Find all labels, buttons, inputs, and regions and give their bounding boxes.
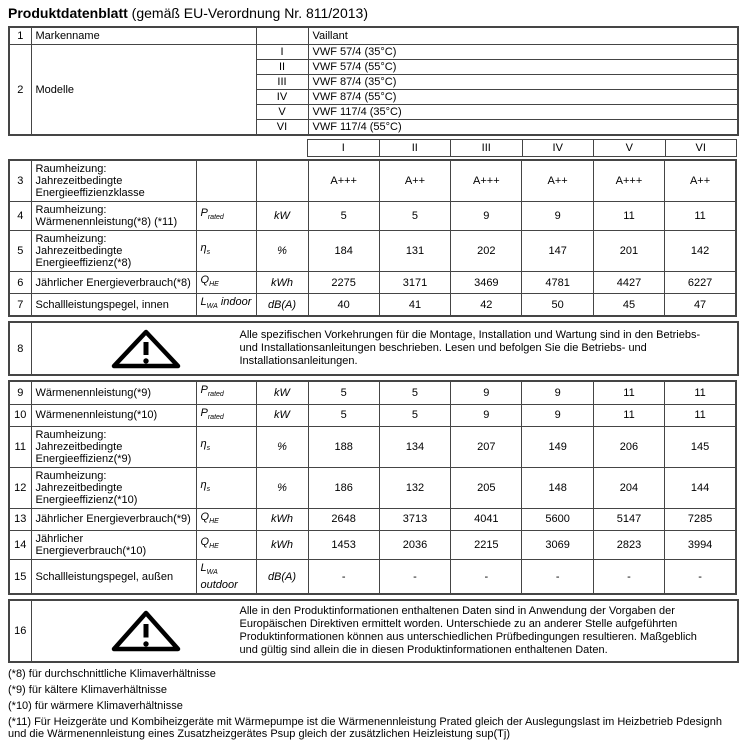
row-value: - <box>522 559 593 594</box>
row-number: 1 <box>9 27 31 45</box>
row-value: - <box>379 559 450 594</box>
row-label: Raumheizung: Jahrezeitbedingte Energieeffizienz(*8) <box>31 231 196 272</box>
table-row <box>9 160 736 202</box>
footnotes <box>8 668 737 740</box>
row-value: 205 <box>451 467 522 508</box>
row-value: 5600 <box>522 508 593 530</box>
row-number: 11 <box>9 426 31 467</box>
row-value: 134 <box>379 426 450 467</box>
row-value: 45 <box>593 294 664 317</box>
row-value: 6227 <box>665 272 736 294</box>
symbol-text: $P_{rated}$ <box>200 384 224 399</box>
row-value: A++ <box>665 160 736 202</box>
brand-value: Vaillant <box>308 27 738 45</box>
row-label: Schallleistungspegel, außen <box>31 559 196 594</box>
row-label: Schallleistungspegel, innen <box>31 294 196 317</box>
row-label: Raumheizung: Jahrezeitbedingte Energieeffizienzklasse <box>31 160 196 202</box>
row-value: 142 <box>665 231 736 272</box>
row-value: 147 <box>522 231 593 272</box>
row-value: 11 <box>593 381 664 404</box>
table-row <box>9 294 736 317</box>
row-value: 9 <box>522 202 593 231</box>
model-name: VWF 87/4 (35°C) <box>308 75 738 90</box>
model-name: VWF 57/4 (55°C) <box>308 60 738 75</box>
symbol-text: $P_{rated}$ <box>200 406 224 421</box>
column-header: I <box>308 140 380 157</box>
row-value: 9 <box>522 404 593 426</box>
row-value: 201 <box>593 231 664 272</box>
model-index: III <box>256 75 308 90</box>
row-value: 148 <box>522 467 593 508</box>
row-value: 11 <box>593 404 664 426</box>
row-number: 2 <box>9 45 31 136</box>
row-value: 2823 <box>593 530 664 559</box>
row-value: A+++ <box>451 160 522 202</box>
table-row <box>9 530 736 559</box>
column-header: III <box>451 140 523 157</box>
footnote: (*11) Für Heizgeräte und Kombiheizgeräte mit Wärmepumpe ist die Wärmenennleistung Prated gleich der Auslegungslast im Heizbetrieb Pdesignh und die Wärmenennleistung eines Zusatzheizgerätes Psup gleich der zusätzlichen Heizleistung sup(Tj) <box>8 716 722 740</box>
symbol-text: $Q_{HE}$ <box>200 510 219 525</box>
row-value: 5147 <box>593 508 664 530</box>
row-value: 47 <box>665 294 736 317</box>
space-heating-table <box>8 159 737 317</box>
row-symbol <box>196 202 256 231</box>
symbol-text: $\eta_s$ <box>200 242 211 257</box>
table-row <box>9 508 736 530</box>
row-value: 50 <box>522 294 593 317</box>
row-unit: dB(A) <box>256 559 308 594</box>
warning-8-text: Alle spezifischen Vorkehrungen für die Montage, Installation und Wartung sind in den Betriebs- und Installationsanleitungen beschrieben. Lesen und befolgen Sie die Betriebs- und Installationsanleitungen. <box>239 329 701 368</box>
row-value: 132 <box>379 467 450 508</box>
brand-models-table <box>8 26 739 136</box>
column-header: II <box>379 140 451 157</box>
row-unit: % <box>256 467 308 508</box>
models-label: Modelle <box>31 45 256 136</box>
model-index: VI <box>256 120 308 136</box>
symbol-text: $\eta_s$ <box>200 479 211 494</box>
row-value: 11 <box>593 202 664 231</box>
row-symbol <box>196 508 256 530</box>
column-header: VI <box>665 140 737 157</box>
row-unit: kWh <box>256 530 308 559</box>
row-label: Wärmenennleistung(*9) <box>31 381 196 404</box>
symbol-text: $Q_{HE}$ <box>200 536 219 551</box>
footnote: (*9) für kältere Klimaverhältnisse <box>8 684 167 697</box>
row-label: Wärmenennleistung(*10) <box>31 404 196 426</box>
model-name: VWF 117/4 (35°C) <box>308 105 738 120</box>
symbol-text: $L_{WA}$ outdoor <box>200 561 238 592</box>
model-row <box>9 45 738 60</box>
model-name: VWF 87/4 (55°C) <box>308 90 738 105</box>
row-symbol <box>196 160 256 202</box>
warning-row-16 <box>8 599 739 663</box>
table-row <box>9 202 736 231</box>
table-row <box>9 426 736 467</box>
row-value: A++ <box>522 160 593 202</box>
row-symbol <box>196 272 256 294</box>
row-symbol <box>196 467 256 508</box>
column-header-strip <box>307 139 737 157</box>
row-symbol <box>196 404 256 426</box>
row-number: 16 <box>9 600 31 662</box>
row-value: 144 <box>665 467 736 508</box>
row-unit <box>256 160 308 202</box>
symbol-text: $\eta_s$ <box>200 438 211 453</box>
row-value: 11 <box>665 202 736 231</box>
row-value: 149 <box>522 426 593 467</box>
row-value: 206 <box>593 426 664 467</box>
row-symbol <box>196 559 256 594</box>
row-value: 207 <box>451 426 522 467</box>
column-header: V <box>594 140 666 157</box>
row-value: A+++ <box>593 160 664 202</box>
footnote: (*8) für durchschnittliche Klimaverhältnisse <box>8 668 216 681</box>
row-value: 3171 <box>379 272 450 294</box>
row-value: 131 <box>379 231 450 272</box>
climate-conditions-table <box>8 380 737 595</box>
table-row <box>9 467 736 508</box>
table-row <box>9 272 736 294</box>
row-symbol <box>196 231 256 272</box>
row-value: 1453 <box>308 530 379 559</box>
row-value: 186 <box>308 467 379 508</box>
row-value: 204 <box>593 467 664 508</box>
row-number: 3 <box>9 160 31 202</box>
row-unit: kWh <box>256 508 308 530</box>
brand-label: Markenname <box>31 27 256 45</box>
row-value: A++ <box>379 160 450 202</box>
row-value: 5 <box>308 381 379 404</box>
row-value: 42 <box>451 294 522 317</box>
table-row <box>9 381 736 404</box>
brand-index-cell <box>256 27 308 45</box>
model-index: V <box>256 105 308 120</box>
row-value: 9 <box>451 404 522 426</box>
row-value: - <box>308 559 379 594</box>
row-value: 4781 <box>522 272 593 294</box>
row-value: 2215 <box>451 530 522 559</box>
row-symbol <box>196 381 256 404</box>
row-value: 9 <box>522 381 593 404</box>
table-row <box>9 404 736 426</box>
model-index: IV <box>256 90 308 105</box>
model-index: I <box>256 45 308 60</box>
symbol-text: $L_{WA}$ indoor <box>200 296 252 311</box>
warning-16-text: Alle in den Produktinformationen enthaltenen Daten sind in Anwendung der Vorgaben der Europäischen Direktiven ermittelt worden. Unterschiede zu an anderer Stelle aufgeführten Produktinformationen können aus unterschiedlichen Prüfbedingungen resultieren. Maßgeblich und gültig sind allein die in diesen Produktinformationen enthaltenen Daten. <box>239 605 697 657</box>
row-value: 184 <box>308 231 379 272</box>
row-value: 3713 <box>379 508 450 530</box>
row-symbol <box>196 426 256 467</box>
row-value: 5 <box>379 381 450 404</box>
row-value: - <box>451 559 522 594</box>
table-row <box>9 231 736 272</box>
row-symbol <box>196 530 256 559</box>
row-value: 9 <box>451 381 522 404</box>
row-label: Raumheizung: Wärmenennleistung(*8) (*11) <box>31 202 196 231</box>
row-label: Raumheizung: Jahrezeitbedingte Energieeffizienz(*10) <box>31 467 196 508</box>
title-main: Produktdatenblatt <box>8 5 128 21</box>
row-value: 5 <box>308 404 379 426</box>
row-value: 3994 <box>665 530 736 559</box>
row-label: Jährlicher Energieverbrauch(*8) <box>31 272 196 294</box>
row-number: 14 <box>9 530 31 559</box>
row-value: 3069 <box>522 530 593 559</box>
warning-triangle-icon <box>110 610 182 652</box>
row-unit: dB(A) <box>256 294 308 317</box>
model-name: VWF 57/4 (35°C) <box>308 45 738 60</box>
warning-16-cell <box>31 600 738 662</box>
title-regulation: (gemäß EU-Verordnung Nr. 811/2013) <box>127 5 368 21</box>
row-value: 145 <box>665 426 736 467</box>
row-value: 3469 <box>451 272 522 294</box>
row-number: 6 <box>9 272 31 294</box>
row-value: 40 <box>308 294 379 317</box>
row-unit: % <box>256 231 308 272</box>
table-row <box>9 559 736 594</box>
row-value: 11 <box>665 381 736 404</box>
row-value: - <box>665 559 736 594</box>
row-value: 9 <box>451 202 522 231</box>
row-label: Raumheizung: Jahrezeitbedingte Energieeffizienz(*9) <box>31 426 196 467</box>
row-label: Jährlicher Energieverbrauch(*10) <box>31 530 196 559</box>
symbol-text: $P_{rated}$ <box>200 207 224 222</box>
row-unit: kWh <box>256 272 308 294</box>
row-number: 15 <box>9 559 31 594</box>
row-value: 41 <box>379 294 450 317</box>
row-value: A+++ <box>308 160 379 202</box>
row-number: 9 <box>9 381 31 404</box>
symbol-text: $Q_{HE}$ <box>200 274 219 289</box>
row-value: 5 <box>379 202 450 231</box>
warning-8-cell <box>31 322 738 375</box>
row-unit: % <box>256 426 308 467</box>
warning-row-8 <box>8 321 739 376</box>
column-header: IV <box>522 140 594 157</box>
model-index: II <box>256 60 308 75</box>
row-symbol <box>196 294 256 317</box>
row-value: 2036 <box>379 530 450 559</box>
column-header-row <box>308 140 737 157</box>
row-number: 7 <box>9 294 31 317</box>
footnote: (*10) für wärmere Klimaverhältnisse <box>8 700 183 713</box>
row-value: 7285 <box>665 508 736 530</box>
row-number: 10 <box>9 404 31 426</box>
row-number: 8 <box>9 322 31 375</box>
row-value: 5 <box>308 202 379 231</box>
row-value: 4427 <box>593 272 664 294</box>
row-unit: kW <box>256 381 308 404</box>
brand-row <box>9 27 738 45</box>
page-title <box>8 5 737 21</box>
row-value: 202 <box>451 231 522 272</box>
model-name: VWF 117/4 (55°C) <box>308 120 738 136</box>
row-value: 2275 <box>308 272 379 294</box>
row-unit: kW <box>256 202 308 231</box>
row-unit: kW <box>256 404 308 426</box>
row-value: 188 <box>308 426 379 467</box>
row-value: 4041 <box>451 508 522 530</box>
row-number: 5 <box>9 231 31 272</box>
row-number: 4 <box>9 202 31 231</box>
row-value: 2648 <box>308 508 379 530</box>
row-value: 11 <box>665 404 736 426</box>
row-value: 5 <box>379 404 450 426</box>
warning-triangle-icon <box>110 329 182 369</box>
row-value: - <box>593 559 664 594</box>
row-label: Jährlicher Energieverbrauch(*9) <box>31 508 196 530</box>
row-number: 13 <box>9 508 31 530</box>
row-number: 12 <box>9 467 31 508</box>
